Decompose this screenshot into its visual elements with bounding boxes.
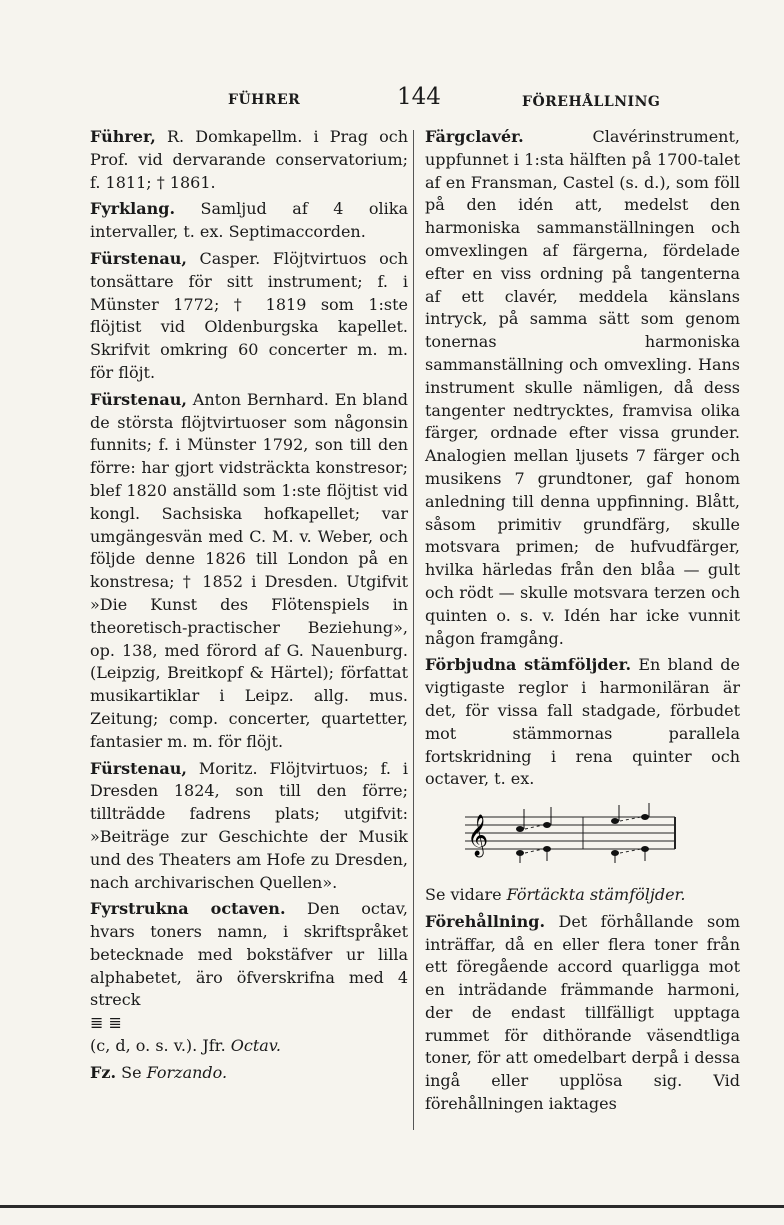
entry xyxy=(90,758,408,895)
see-also-prefix: Se vidare xyxy=(425,884,507,904)
entry-text: En bland de vigtigaste reglor i harmoniläran är det, för vissa fall stadgade, förbudet mot stämmornas parallela fortskridning i rena quinter och octaver, t. ex. xyxy=(425,655,740,789)
entry xyxy=(425,654,740,791)
headword: Fürstenau, xyxy=(90,758,187,778)
headword: Führer, xyxy=(90,127,156,146)
entry xyxy=(90,126,408,194)
entry-text: Se xyxy=(116,1062,147,1082)
column-divider xyxy=(413,130,414,1130)
entry-text: R. Domkapellm. i Prag och Prof. vid dervarande conservatorium; f. 1811; † 1861. xyxy=(90,127,408,192)
entry-text: Det förhållande som inträffar, då en eller flera toner från ett föregående accord quarligga mot en inträdande främmande harmoni, der de endast tillfälligt upptaga rummet för dithörande väsendtliga toner, för att omedelbart derpå i dessa ingå eller upplösa sig. Vid förehållningen iaktages xyxy=(425,911,740,1114)
music-example xyxy=(465,803,685,865)
entry-text: Den octav, hvars toners namn, i skriftspråket betecknade med bokstäfver ur lilla alphabetet, äro öfverskrifna med 4 streck xyxy=(90,899,408,1010)
headword: Förehållning. xyxy=(425,911,546,931)
entry-text: Casper. Flöjtvirtuos och tonsättare för sitt instrument; f. i Münster 1772; † 1819 som 1:ste flöjtist vid Oldenburgska kapellet. Skrifvit omkring 60 concerter m. m. för flöjt. xyxy=(90,248,408,382)
treble-clef-icon: 𝄞 xyxy=(467,815,489,857)
entry xyxy=(90,248,408,385)
strecks-tail xyxy=(90,1035,408,1058)
headword: Fyrstrukna octaven. xyxy=(90,899,286,919)
octav-ref: Octav. xyxy=(230,1036,282,1056)
headword: Fyrklang. xyxy=(90,199,176,219)
see-also-ref: Förtäckta stämföljder. xyxy=(506,884,686,904)
staff-lines xyxy=(465,817,675,849)
bottom-rule xyxy=(0,1205,784,1208)
entry xyxy=(425,126,740,650)
left-column xyxy=(90,126,408,1089)
entry-text: Samljud af 4 olika intervaller, t. ex. Septimaccorden. xyxy=(90,199,408,242)
see-also xyxy=(425,884,740,907)
entry xyxy=(90,898,408,1012)
headword: Färgclavér. xyxy=(425,127,524,146)
page-header xyxy=(0,82,784,122)
headword: Fürstenau, xyxy=(90,248,187,268)
running-head-left: FÜHRER xyxy=(228,92,301,108)
strecks-symbol: ≣ ≣ xyxy=(90,1013,122,1033)
strecks-tail-text: (c, d, o. s. v.). Jfr. xyxy=(90,1036,231,1056)
headword: Fürstenau, xyxy=(90,389,187,409)
entry xyxy=(90,198,408,244)
headword: Förbjudna stämföljder. xyxy=(425,655,632,675)
entry xyxy=(90,389,408,754)
entry-text: Moritz. Flöjtvirtuos; f. i Dresden 1824, son till den förre; tillträdde fadrens plats; utgifvit: »Beiträge zur Geschichte der Musik und des Theaters am Hofe zu Dresden, nach archivarischen Quellen». xyxy=(90,758,408,892)
page-number: 144 xyxy=(397,84,441,110)
headword: Fz. xyxy=(90,1062,117,1082)
entry xyxy=(90,1062,408,1085)
entry-text: Anton Bernhard. En bland de största flöjtvirtuoser som någonsin funnits; f. i Münster 1792, son till den förre: har gjort vidsträckta konstresor; blef 1820 anställd som 1:ste flöjtist vid kongl. Sachsiska hofkapellet; var umgängesvän med C. M. v. Weber, och följde denne 1826 till London på en konstresa; † 1852 i Dresden. Utgifvit »Die Kunst des Flötenspiels in theoretisch-practischer Beziehung», op. 138, med förord af G. Nauenburg. (Leipzig, Breitkopf & Härtel); författat musikartiklar i Leipz. allg. mus. Zeitung; comp. concerter, quartetter, fantasier m. m. för flöjt. xyxy=(90,389,408,751)
entry xyxy=(425,911,740,1116)
entry-text: Clavérinstrument, uppfunnet i 1:sta hälften på 1700-talet af en Fransman, Castel (s. d.), som föll på den idén att, medelst den harmoniska sammanställningen och omvexlingen af färgerna, fördelade efter en viss ordning på tangenterna af ett clavér, meddela känslans intryck, på samma sätt som genom tonernas harmoniska sammanställning och omvexling. Hans instrument skulle nämligen, då dess tangenter nedtrycktes, framvisa olika färger, ordnade efter vissa grunder. Analogien mellan ljusets 7 färger och musikens 7 grundtoner, gaf honom anledning till denna uppfinning. Blått, såsom primitiv grundfärg, skulle motsvara primen; de hufvudfärger, hvilka härledas från den blåa — gult och rödt — skulle motsvara terzen och quinten o. s. v. Idén har icke vunnit någon framgång. xyxy=(425,127,740,648)
right-column xyxy=(425,126,740,1120)
forzando-ref: Forzando. xyxy=(146,1062,228,1082)
running-head-right: FÖREHÅLLNING xyxy=(522,94,661,110)
